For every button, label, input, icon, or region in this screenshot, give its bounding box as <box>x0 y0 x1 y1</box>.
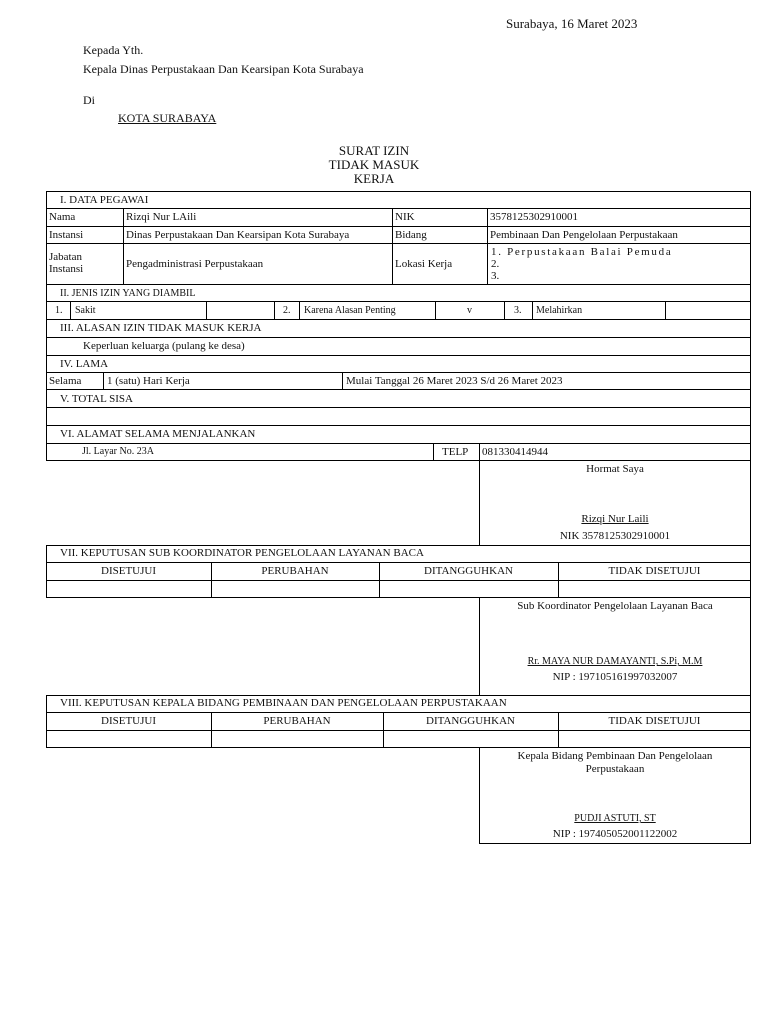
section7-col-ditangguhkan: DITANGGUHKAN <box>424 565 513 577</box>
mulai-value: Mulai Tanggal 26 Maret 2023 S/d 26 Maret 2023 <box>346 375 563 387</box>
instansi-label: Instansi <box>49 229 84 241</box>
section5-heading: V. TOTAL SISA <box>60 393 133 405</box>
section8-col-ditangguhkan: DITANGGUHKAN <box>426 715 515 727</box>
head-nip: NIP : 197405052001122002 <box>552 828 678 840</box>
section3-value: Keperluan keluarga (pulang ke desa) <box>83 340 245 352</box>
sub-coordinator-title: Sub Koordinator Pengelolaan Layanan Baca <box>517 600 713 612</box>
signature-greeting: Hormat Saya <box>586 463 644 475</box>
bidang-value: Pembinaan Dan Pengelolaan Perpustakaan <box>490 229 678 241</box>
section2-heading: II. JENIS IZIN YANG DIAMBIL <box>60 288 196 299</box>
employee-signature-name: Rizqi Nur Laili <box>581 513 649 525</box>
telp-value: 081330414944 <box>482 446 548 458</box>
opt3-label: Melahirkan <box>536 305 583 316</box>
section1-heading: I. DATA PEGAWAI <box>60 194 149 206</box>
head-title-line2: Perpustakaan <box>585 763 645 775</box>
section4-heading: IV. LAMA <box>60 358 109 370</box>
section8-col-tidak-disetujui: TIDAK DISETUJUI <box>608 715 701 727</box>
section7-col-perubahan: PERUBAHAN <box>261 565 329 577</box>
sub-coordinator-nip: NIP : 197105161997032007 <box>552 671 678 683</box>
city: KOTA SURABAYA <box>118 111 217 125</box>
section8-col-disetujui: DISETUJUI <box>101 715 156 727</box>
selama-value: 1 (satu) Hari Kerja <box>107 375 190 387</box>
title-line1: SURAT IZIN <box>338 143 410 158</box>
jabatan-label-1: Jabatan <box>49 251 82 263</box>
section7-col-tidak-disetujui: TIDAK DISETUJUI <box>608 565 701 577</box>
jabatan-label-2: Instansi <box>49 263 84 275</box>
place-date: Surabaya, 16 Maret 2023 <box>506 16 638 31</box>
section7-heading: VII. KEPUTUSAN SUB KOORDINATOR PENGELOLAAN LAYANAN BACA <box>60 547 424 559</box>
lokasi-1: 1. Perpustakaan Balai Pemuda <box>491 246 673 258</box>
opt2-check-mark: v <box>467 305 472 316</box>
nama-label: Nama <box>49 211 76 223</box>
section7-col-disetujui: DISETUJUI <box>101 565 156 577</box>
opt1-num: 1. <box>55 305 63 316</box>
section3-heading: III. ALASAN IZIN TIDAK MASUK KERJA <box>60 322 262 334</box>
lokasi-label: Lokasi Kerja <box>395 258 453 270</box>
title-line3: KERJA <box>353 171 395 186</box>
opt2-label: Karena Alasan Penting <box>304 305 396 316</box>
employee-nik: NIK 3578125302910001 <box>559 530 671 542</box>
selama-label: Selama <box>49 375 82 387</box>
to-label: Kepada Yth. <box>83 43 144 57</box>
head-name: PUDJI ASTUTI, ST <box>574 813 656 824</box>
lokasi-2: 2. <box>491 258 500 270</box>
title-line2: TIDAK MASUK <box>328 157 420 172</box>
bidang-label: Bidang <box>395 229 427 241</box>
section8-heading: VIII. KEPUTUSAN KEPALA BIDANG PEMBINAAN DAN PENGELOLAAN PERPUSTAKAAN <box>60 697 507 709</box>
address-value: Jl. Layar No. 23A <box>82 446 154 457</box>
nik-value: 3578125302910001 <box>490 211 578 223</box>
opt1-label: Sakit <box>75 305 96 316</box>
to-recipient: Kepala Dinas Perpustakaan Dan Kearsipan Kota Surabaya <box>83 62 364 76</box>
section8-col-perubahan: PERUBAHAN <box>263 715 331 727</box>
opt2-num: 2. <box>283 305 291 316</box>
section6-heading: VI. ALAMAT SELAMA MENJALANKAN <box>60 428 256 440</box>
sub-coordinator-name: Rr. MAYA NUR DAMAYANTI, S.Pi, M.M <box>527 656 703 667</box>
di-label: Di <box>83 93 95 107</box>
opt3-num: 3. <box>514 305 522 316</box>
telp-label: TELP <box>442 446 469 458</box>
head-title-line1: Kepala Bidang Pembinaan Dan Pengelolaan <box>517 750 713 762</box>
lokasi-3: 3. <box>491 270 500 282</box>
instansi-value: Dinas Perpustakaan Dan Kearsipan Kota Surabaya <box>126 229 350 241</box>
nama-value: Rizqi Nur LAili <box>126 211 197 223</box>
nik-label: NIK <box>395 211 415 223</box>
jabatan-value: Pengadministrasi Perpustakaan <box>126 258 264 270</box>
